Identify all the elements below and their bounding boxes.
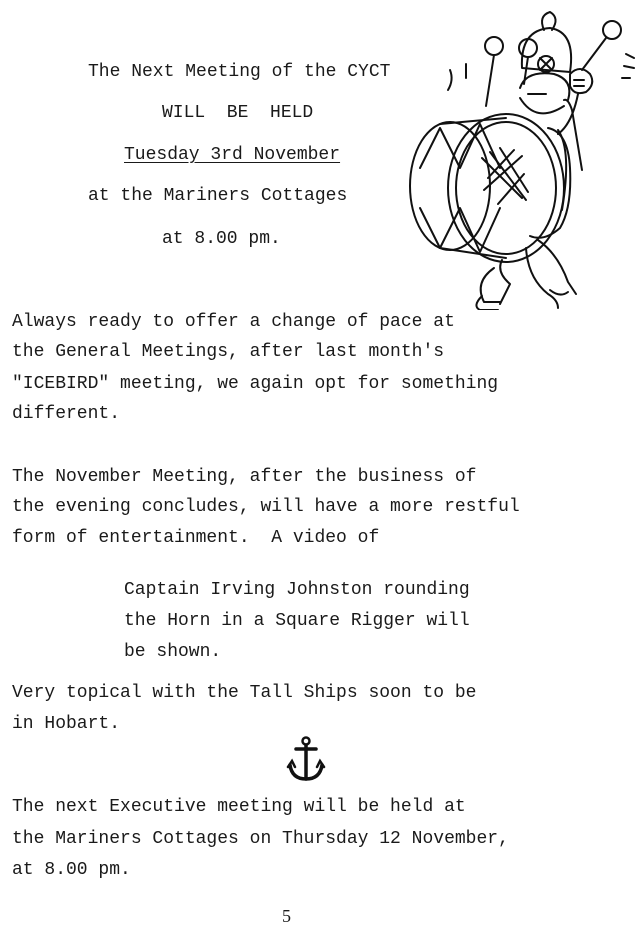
paragraph-4-line-1: The next Executive meeting will be held at — [12, 797, 466, 817]
paragraph-3-line-1: Very topical with the Tall Ships soon to be — [12, 683, 477, 703]
page-number: 5 — [282, 906, 291, 926]
notice-line-1: The Next Meeting of the CYCT — [88, 62, 391, 82]
meeting-time: at 8.00 pm. — [162, 229, 281, 249]
paragraph-2-line-1: The November Meeting, after the business of — [12, 467, 477, 487]
meeting-date: Tuesday 3rd November — [124, 145, 341, 165]
video-line-2: the Horn in a Square Rigger will — [124, 611, 470, 631]
paragraph-2-line-2: the evening concludes, will have a more restful — [12, 497, 520, 517]
paragraph-1-line-1: Always ready to offer a change of pace at — [12, 312, 455, 332]
paragraph-1-line-3: "ICEBIRD" meeting, we again opt for something — [12, 374, 499, 394]
paragraph-2-line-3: form of entertainment. A video of — [12, 528, 380, 548]
meeting-venue: at the Mariners Cottages — [88, 186, 348, 206]
paragraph-1-line-4: different. — [12, 404, 121, 424]
paragraph-4-line-2: the Mariners Cottages on Thursday 12 November, — [12, 829, 509, 849]
paragraph-3-line-2: in Hobart. — [12, 714, 121, 734]
drummer-illustration — [398, 8, 638, 310]
paragraph-4-line-3: at 8.00 pm. — [12, 860, 131, 880]
paragraph-1-line-2: the General Meetings, after last month's — [12, 342, 445, 362]
video-line-3: be shown. — [124, 642, 222, 662]
video-line-1: Captain Irving Johnston rounding — [124, 580, 470, 600]
anchor-icon — [286, 735, 326, 783]
notice-line-2: WILL BE HELD — [162, 103, 314, 123]
